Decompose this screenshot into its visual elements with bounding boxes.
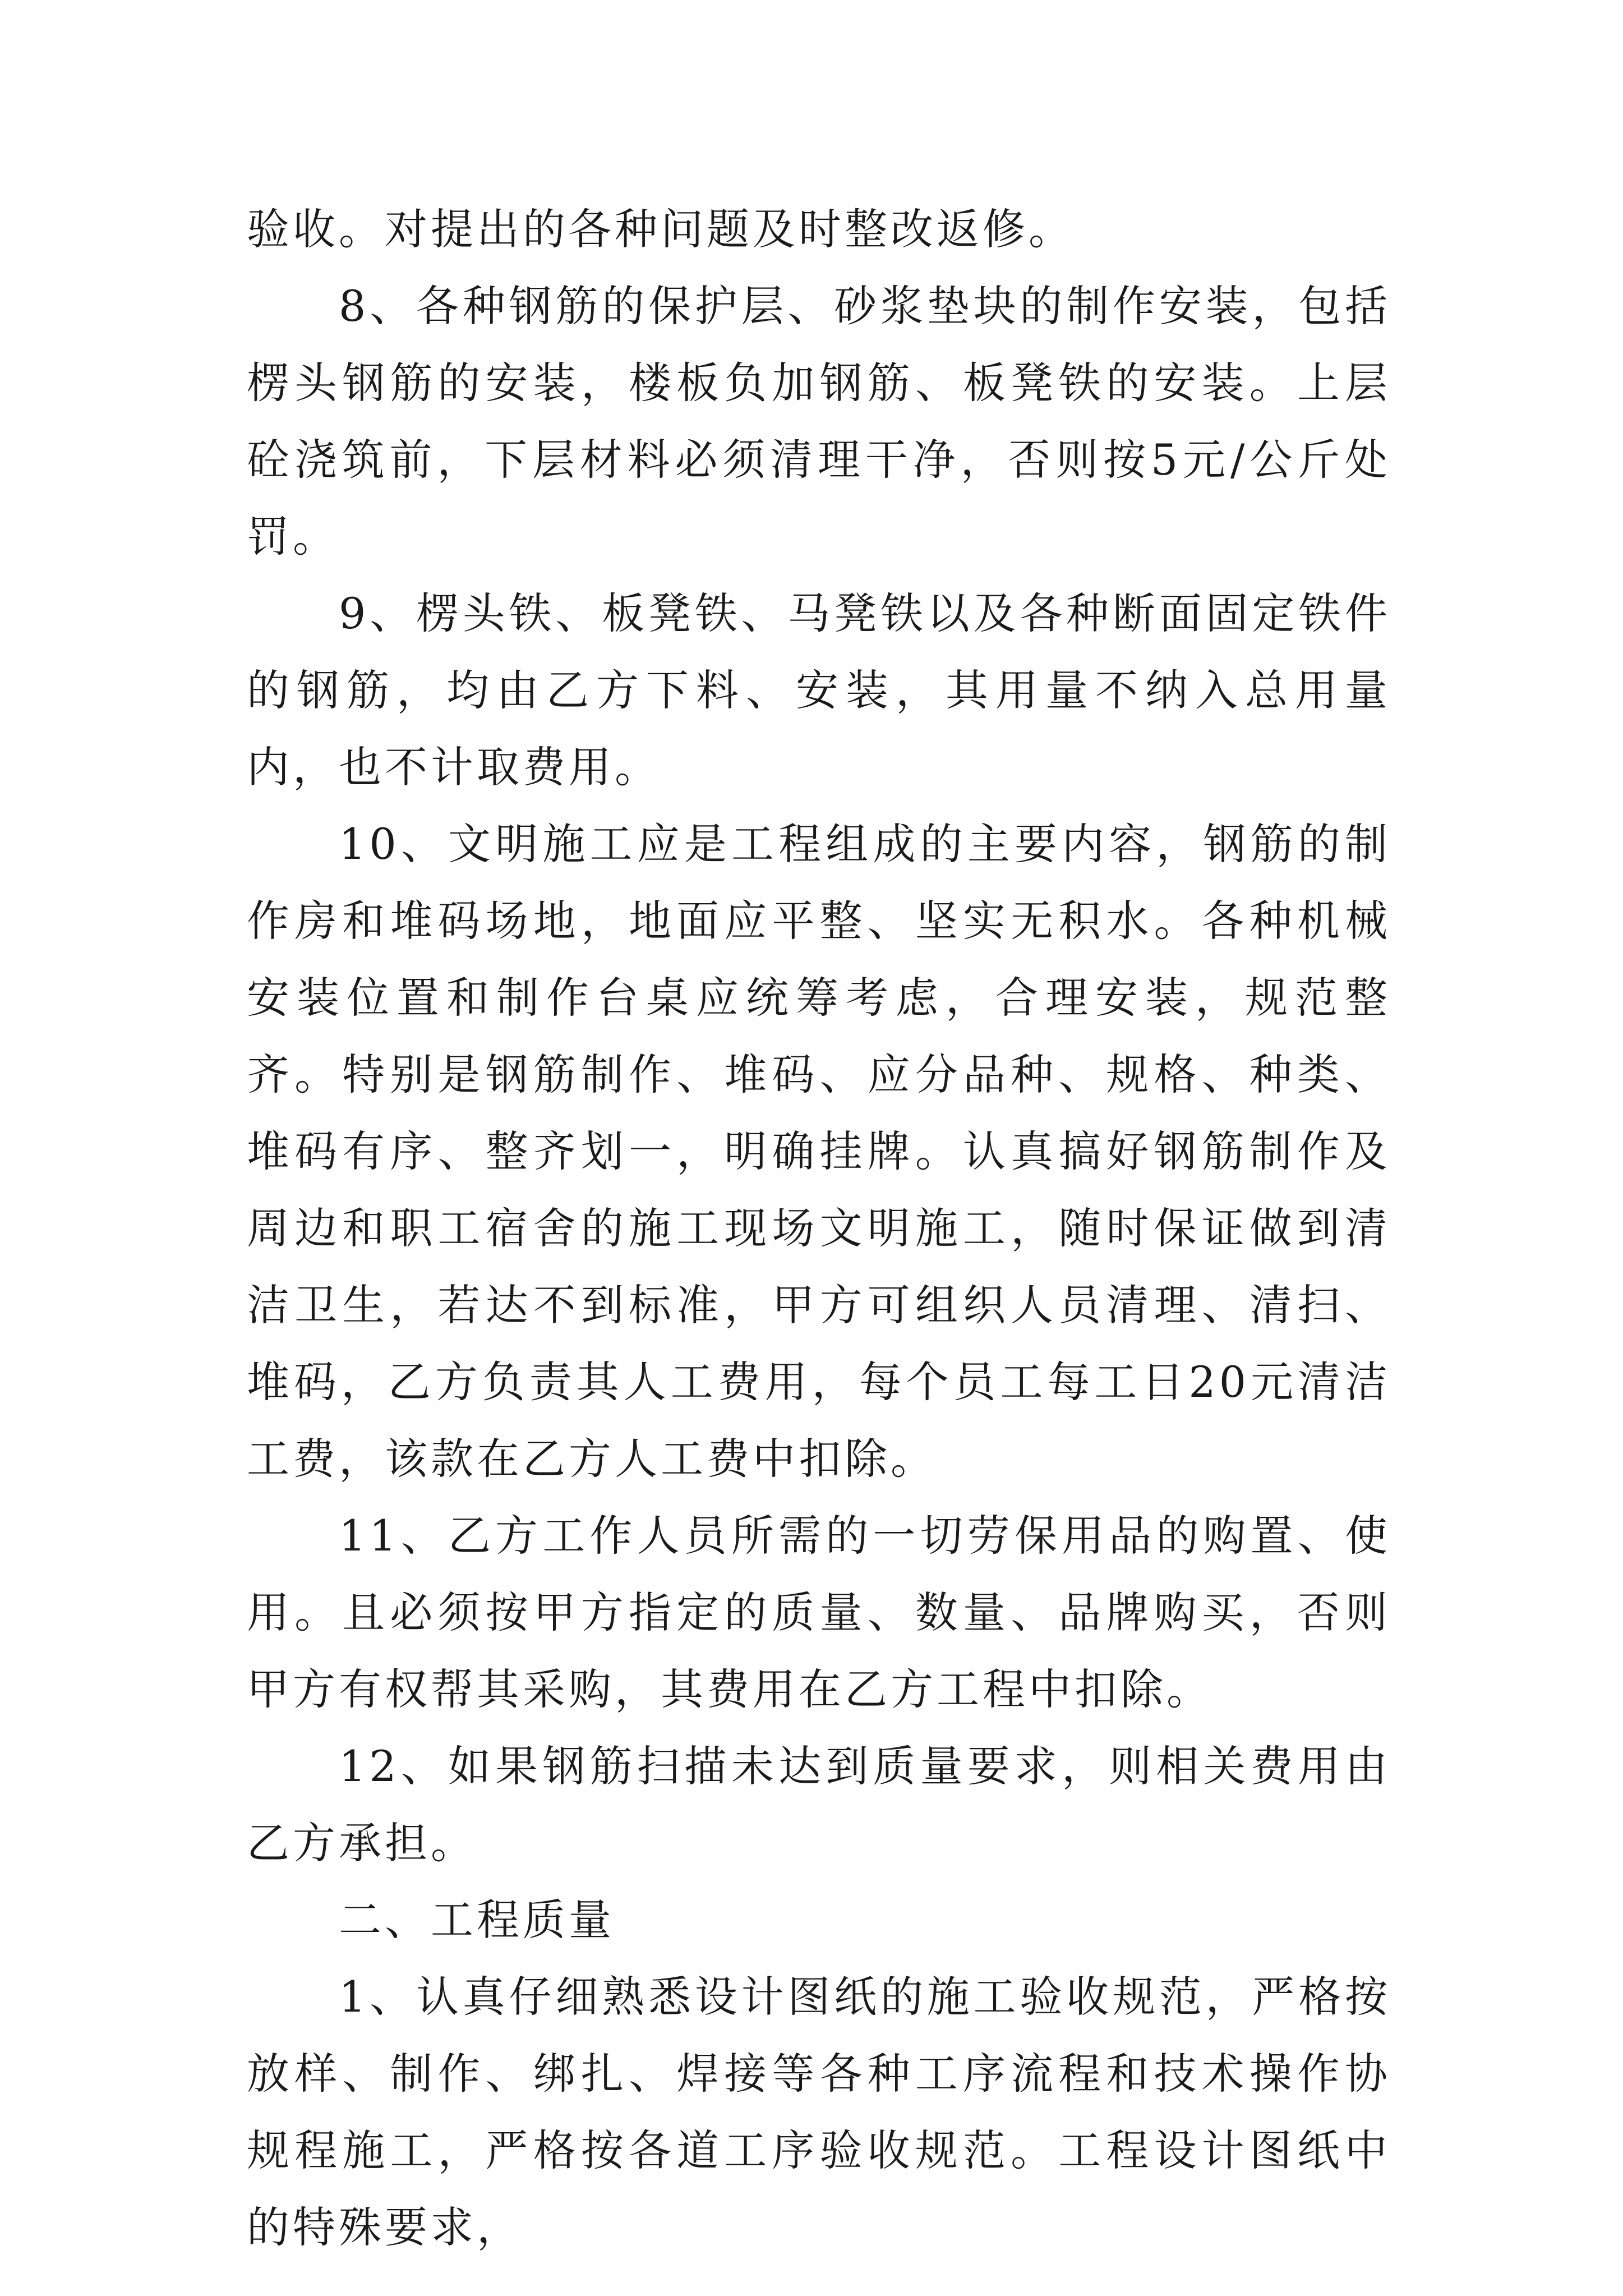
paragraph-item-11: 11、乙方工作人员所需的一切劳保用品的购置、使用。且必须按甲方指定的质量、数量、品牌购买，否则甲方有权帮其采购，其费用在乙方工程中扣除。 <box>247 1511 1391 1714</box>
paragraph-item-12: 12、如果钢筋扫描未达到质量要求，则相关费用由乙方承担。 <box>247 1741 1391 1868</box>
paragraph-acceptance-continuation: 验收。对提出的各种问题及时整改返修。 <box>247 204 1075 254</box>
paragraph-item-9: 9、楞头铁、板凳铁、马凳铁以及各种断面固定铁件的钢筋，均由乙方下料、安装，其用量不纳入总用量内，也不计取费用。 <box>247 588 1391 792</box>
paragraph-item-10: 10、文明施工应是工程组成的主要内容，钢筋的制作房和堆码场地，地面应平整、坚实无积水。各种机械安装位置和制作台桌应统筹考虑，合理安装，规范整齐。特别是钢筋制作、堆码、应分品种、规格、种类、堆码有序、整齐划一，明确挂牌。认真搞好钢筋制作及周边和职工宿舍的施工现场文明施工，随时保证做到清洁卫生，若达不到标准，甲方可组织人员清理、清扫、堆码，乙方负责其人工费用，每个员工每工日20元清洁工费，该款在乙方人工费中扣除。 <box>247 819 1391 1484</box>
paragraph-quality-item-1: 1、认真仔细熟悉设计图纸的施工验收规范，严格按放样、制作、绑扎、焊接等各种工序流程和技术操作协规程施工，严格按各道工序验收规范。工程设计图纸中的特殊要求， <box>247 1972 1391 2252</box>
document-body <box>247 191 1391 2266</box>
section-heading-quality: 二、工程质量 <box>339 1895 615 1945</box>
paragraph-item-8: 8、各种钢筋的保护层、砂浆垫块的制作安装，包括楞头钢筋的安装，楼板负加钢筋、板凳铁的安装。上层砼浇筑前，下层材料必须清理干净，否则按5元/公斤处罚。 <box>247 281 1391 562</box>
